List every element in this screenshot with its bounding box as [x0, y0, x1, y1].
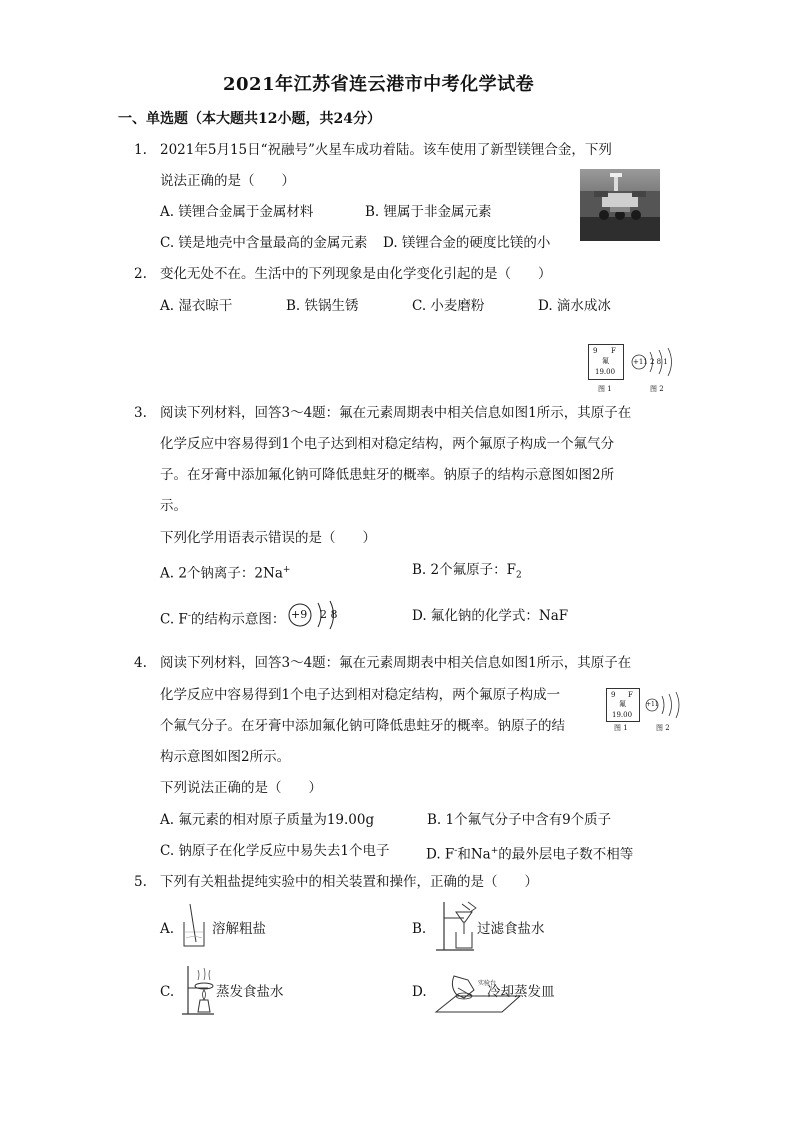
fluoride-ion-diagram: +9 2 8 [286, 598, 346, 632]
periodic-table-cell: 9 F 氟 19.00 [588, 344, 624, 380]
option-b: B. 1个氟气分子中含有9个质子 [427, 812, 612, 828]
figure-label-1: 图 1 [598, 385, 612, 393]
material-text: 化学反应中容易得到1个电子达到相对稳定结构，两个氟原子构成一个氟气分 [160, 436, 615, 452]
option-d: D. 氟化钠的化学式：NaF [412, 608, 569, 624]
material-text: 个氟气分子。在牙膏中添加氟化钠可降低患蛀牙的概率。钠原子的结 [160, 718, 565, 734]
material-text: 阅读下列材料，回答3～4题：氟在元素周期表中相关信息如图1所示，其原子在 [160, 655, 632, 671]
option-d: D. F-和Na+的最外层电子数不相等 [426, 846, 634, 863]
mars-rover-photo [580, 169, 660, 241]
figure-label-2: 图 2 [650, 385, 664, 393]
material-text: 阅读下列材料，回答3～4题：氟在元素周期表中相关信息如图1所示，其原子在 [160, 405, 632, 421]
option-a-text: 溶解粗盐 [212, 921, 266, 937]
question-stem-cont: 说法正确的是（ ） [160, 173, 295, 189]
option-c: C. 小麦磨粉 [412, 298, 485, 314]
option-d: D. 滴水成冰 [538, 298, 611, 314]
option-b: B. 铁锅生锈 [286, 298, 359, 314]
option-a-letter: A. [160, 921, 175, 937]
beaker-stirring-icon [180, 902, 208, 950]
material-text: 子。在牙膏中添加氟化钠可降低患蛀牙的概率。钠原子的结构示意图如图2所 [160, 467, 615, 483]
option-c: C. F-的结构示意图： [160, 611, 286, 628]
sodium-atom-diagram: +11 [644, 690, 686, 720]
option-a: A. 氟元素的相对原子质量为19.00g [160, 812, 375, 828]
option-c: C. 镁是地壳中含量最高的金属元素 [160, 235, 368, 251]
option-a: A. 2个钠离子：2Na+ [160, 565, 291, 582]
section-heading: 一、单选题（本大题共12小题，共24分） [118, 111, 381, 127]
question-stem: 2021年5月15日“祝融号”火星车成功着陆。该车使用了新型镁锂合金，下列 [160, 142, 612, 158]
question-stem: 下列化学用语表示错误的是（ ） [160, 530, 376, 546]
evaporation-apparatus-icon [180, 962, 216, 1016]
question-stem: 下列有关粗盐提纯实验中的相关装置和操作，正确的是（ ） [160, 874, 538, 890]
option-a: A. 镁锂合金属于金属材料 [160, 204, 314, 220]
periodic-table-cell: 9 F 氟 19.00 [606, 688, 640, 722]
question-number: 2. [134, 266, 147, 282]
option-b: B. 锂属于非金属元素 [365, 204, 492, 220]
option-c-text: 蒸发食盐水 [216, 984, 284, 1000]
figure-label-2: 图 2 [656, 724, 670, 732]
question-stem: 变化无处不在。生活中的下列现象是由化学变化引起的是（ ） [160, 266, 552, 282]
option-c: C. 钠原子在化学反应中易失去1个电子 [160, 843, 390, 859]
material-text: 示。 [160, 498, 187, 514]
option-a: A. 湿衣晾干 [160, 298, 233, 314]
filtration-apparatus-icon [434, 900, 478, 952]
option-d: D. 镁锂合金的硬度比镁的小 [383, 235, 551, 251]
question-number: 5. [134, 874, 147, 890]
figure-label-1: 图 1 [614, 724, 628, 732]
option-c-letter: C. [160, 984, 175, 1000]
question-number: 3. [134, 405, 147, 421]
page-title: 2021年江苏省连云港市中考化学试卷 [223, 74, 535, 95]
option-b-letter: B. [412, 921, 427, 937]
question-stem: 下列说法正确的是（ ） [160, 780, 322, 796]
question-number: 4. [134, 655, 147, 671]
bench-tag: 实验台 [478, 980, 497, 987]
material-text: 化学反应中容易得到1个电子达到相对稳定结构，两个氟原子构成一 [160, 687, 561, 703]
material-text: 构示意图如图2所示。 [160, 749, 291, 765]
option-d-text: 冷却蒸发皿 [487, 984, 555, 1000]
option-b: B. 2个氟原子：$F_2$ [412, 562, 522, 581]
sodium-atom-diagram: +11 2 8 1 [630, 346, 680, 378]
question-number: 1. [134, 142, 147, 158]
option-b-text: 过滤食盐水 [477, 921, 545, 937]
option-d-letter: D. [412, 984, 427, 1000]
